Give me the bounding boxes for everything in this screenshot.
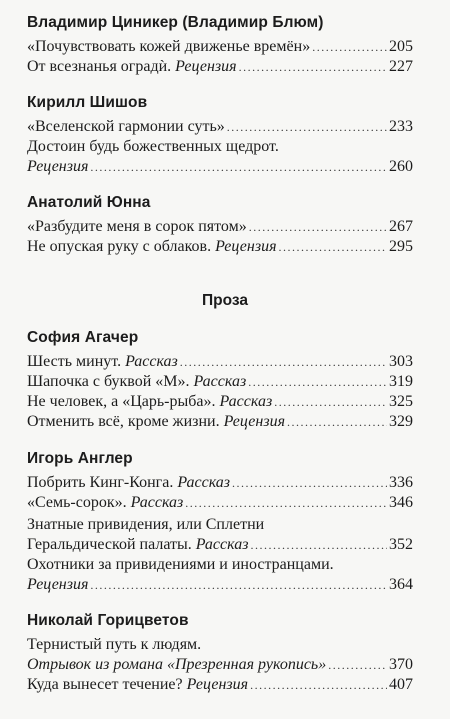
dot-leader <box>249 220 387 235</box>
entry-genre: Рецензия <box>223 413 286 430</box>
entry-title: Побрить Кинг-Конга. <box>27 474 174 491</box>
page-number: 336 <box>389 474 413 491</box>
dot-leader <box>250 678 387 693</box>
entry-title: «Почувствовать кожей движенье времён» <box>27 38 311 55</box>
entry-genre: Рассказ <box>195 536 249 553</box>
toc-entry <box>27 413 413 433</box>
entry-title: «Семь-сорок». <box>27 494 127 511</box>
entry-title: Не человек, а «Царь-рыба». <box>27 393 216 410</box>
dot-leader <box>248 375 387 390</box>
author-heading: Николай Горицветов <box>27 612 189 629</box>
toc-entry <box>27 158 413 178</box>
entry-title: Достоин будь божественных щедрот. <box>27 138 279 155</box>
section-heading: Проза <box>202 292 248 309</box>
page-number: 260 <box>389 158 413 175</box>
page-number: 267 <box>389 218 413 235</box>
entry-genre: Рецензия <box>27 576 89 593</box>
entry-genre: Рассказ <box>219 393 273 410</box>
toc-entry <box>27 373 413 393</box>
toc-entry <box>27 238 413 258</box>
entry-title: Шапочка с буквой «М». <box>27 373 190 390</box>
entry-title: Охотники за привидениями и иностранцами. <box>27 556 334 573</box>
entry-title: Куда вынесет течение? <box>27 676 183 693</box>
author-heading: Игорь Англер <box>27 450 133 467</box>
entry-title: Знатные привидения, или Сплетни <box>27 516 265 533</box>
dot-leader <box>90 160 387 175</box>
author-heading: Владимир Циникер (Владимир Блюм) <box>27 14 324 31</box>
toc-entry <box>27 118 413 138</box>
toc-entry <box>27 218 413 238</box>
page-number: 364 <box>389 576 413 593</box>
entry-genre: Рецензия <box>215 238 277 255</box>
entry-genre: Рассказ <box>193 373 247 390</box>
dot-leader <box>180 355 387 370</box>
toc-entry <box>27 353 413 373</box>
author-heading: Анатолий Юнна <box>27 194 151 211</box>
entry-genre: Отрывок из романа «Презренная рукопись» <box>27 656 327 673</box>
entry-title: Геральдической палаты. <box>27 536 192 553</box>
page-number: 346 <box>389 494 413 511</box>
author-heading: Кирилл Шишов <box>27 94 148 111</box>
toc-entry <box>27 38 413 58</box>
dot-leader <box>227 120 387 135</box>
page-number: 227 <box>389 58 413 75</box>
dot-leader <box>328 658 387 673</box>
entry-title: «Разбудите меня в сорок пятом» <box>27 218 247 235</box>
entry-genre: Рецензия <box>175 58 237 75</box>
page-number: 329 <box>389 413 413 430</box>
entry-title: Не опуская руку с облаков. Рецензия <box>27 238 277 255</box>
page-number: 352 <box>389 536 413 553</box>
toc-entry <box>27 536 413 556</box>
dot-leader <box>287 415 387 430</box>
author-heading: София Агачер <box>27 329 139 346</box>
page-number: 205 <box>389 38 413 55</box>
entry-title: Отменить всё, кроме жизни. <box>27 413 220 430</box>
dot-leader <box>279 240 387 255</box>
toc-entry <box>27 656 413 676</box>
entry-title: От всезнанья оградѝ. Рецензия <box>27 58 237 75</box>
entry-title: «Вселенской гармонии суть» <box>27 118 225 135</box>
entry-genre: Рассказ <box>130 494 184 511</box>
page-number: 407 <box>389 676 413 693</box>
page-number: 370 <box>389 656 413 673</box>
toc-entry <box>27 58 413 78</box>
toc-entry <box>27 676 413 696</box>
toc-entry <box>27 474 413 494</box>
dot-leader <box>90 578 387 593</box>
dot-leader <box>250 538 387 553</box>
dot-leader <box>274 395 387 410</box>
page-number: 325 <box>389 393 413 410</box>
dot-leader <box>239 60 387 75</box>
dot-leader <box>312 40 387 55</box>
entry-genre: Рецензия <box>27 158 89 175</box>
page-number: 233 <box>389 118 413 135</box>
entry-genre: Рассказ <box>177 474 231 491</box>
entry-genre: Рассказ <box>125 353 178 370</box>
page-number: 295 <box>389 238 413 255</box>
toc-entry <box>27 494 413 514</box>
toc-entry <box>27 393 413 413</box>
toc-entry <box>27 576 413 596</box>
entry-genre: Рецензия <box>186 676 249 693</box>
dot-leader <box>232 476 387 491</box>
page-number: 319 <box>389 373 413 390</box>
page-number: 303 <box>389 353 413 370</box>
entry-title: Шесть минут. <box>27 353 122 370</box>
entry-title: Тернистый путь к людям. <box>27 636 202 653</box>
dot-leader <box>185 496 387 511</box>
